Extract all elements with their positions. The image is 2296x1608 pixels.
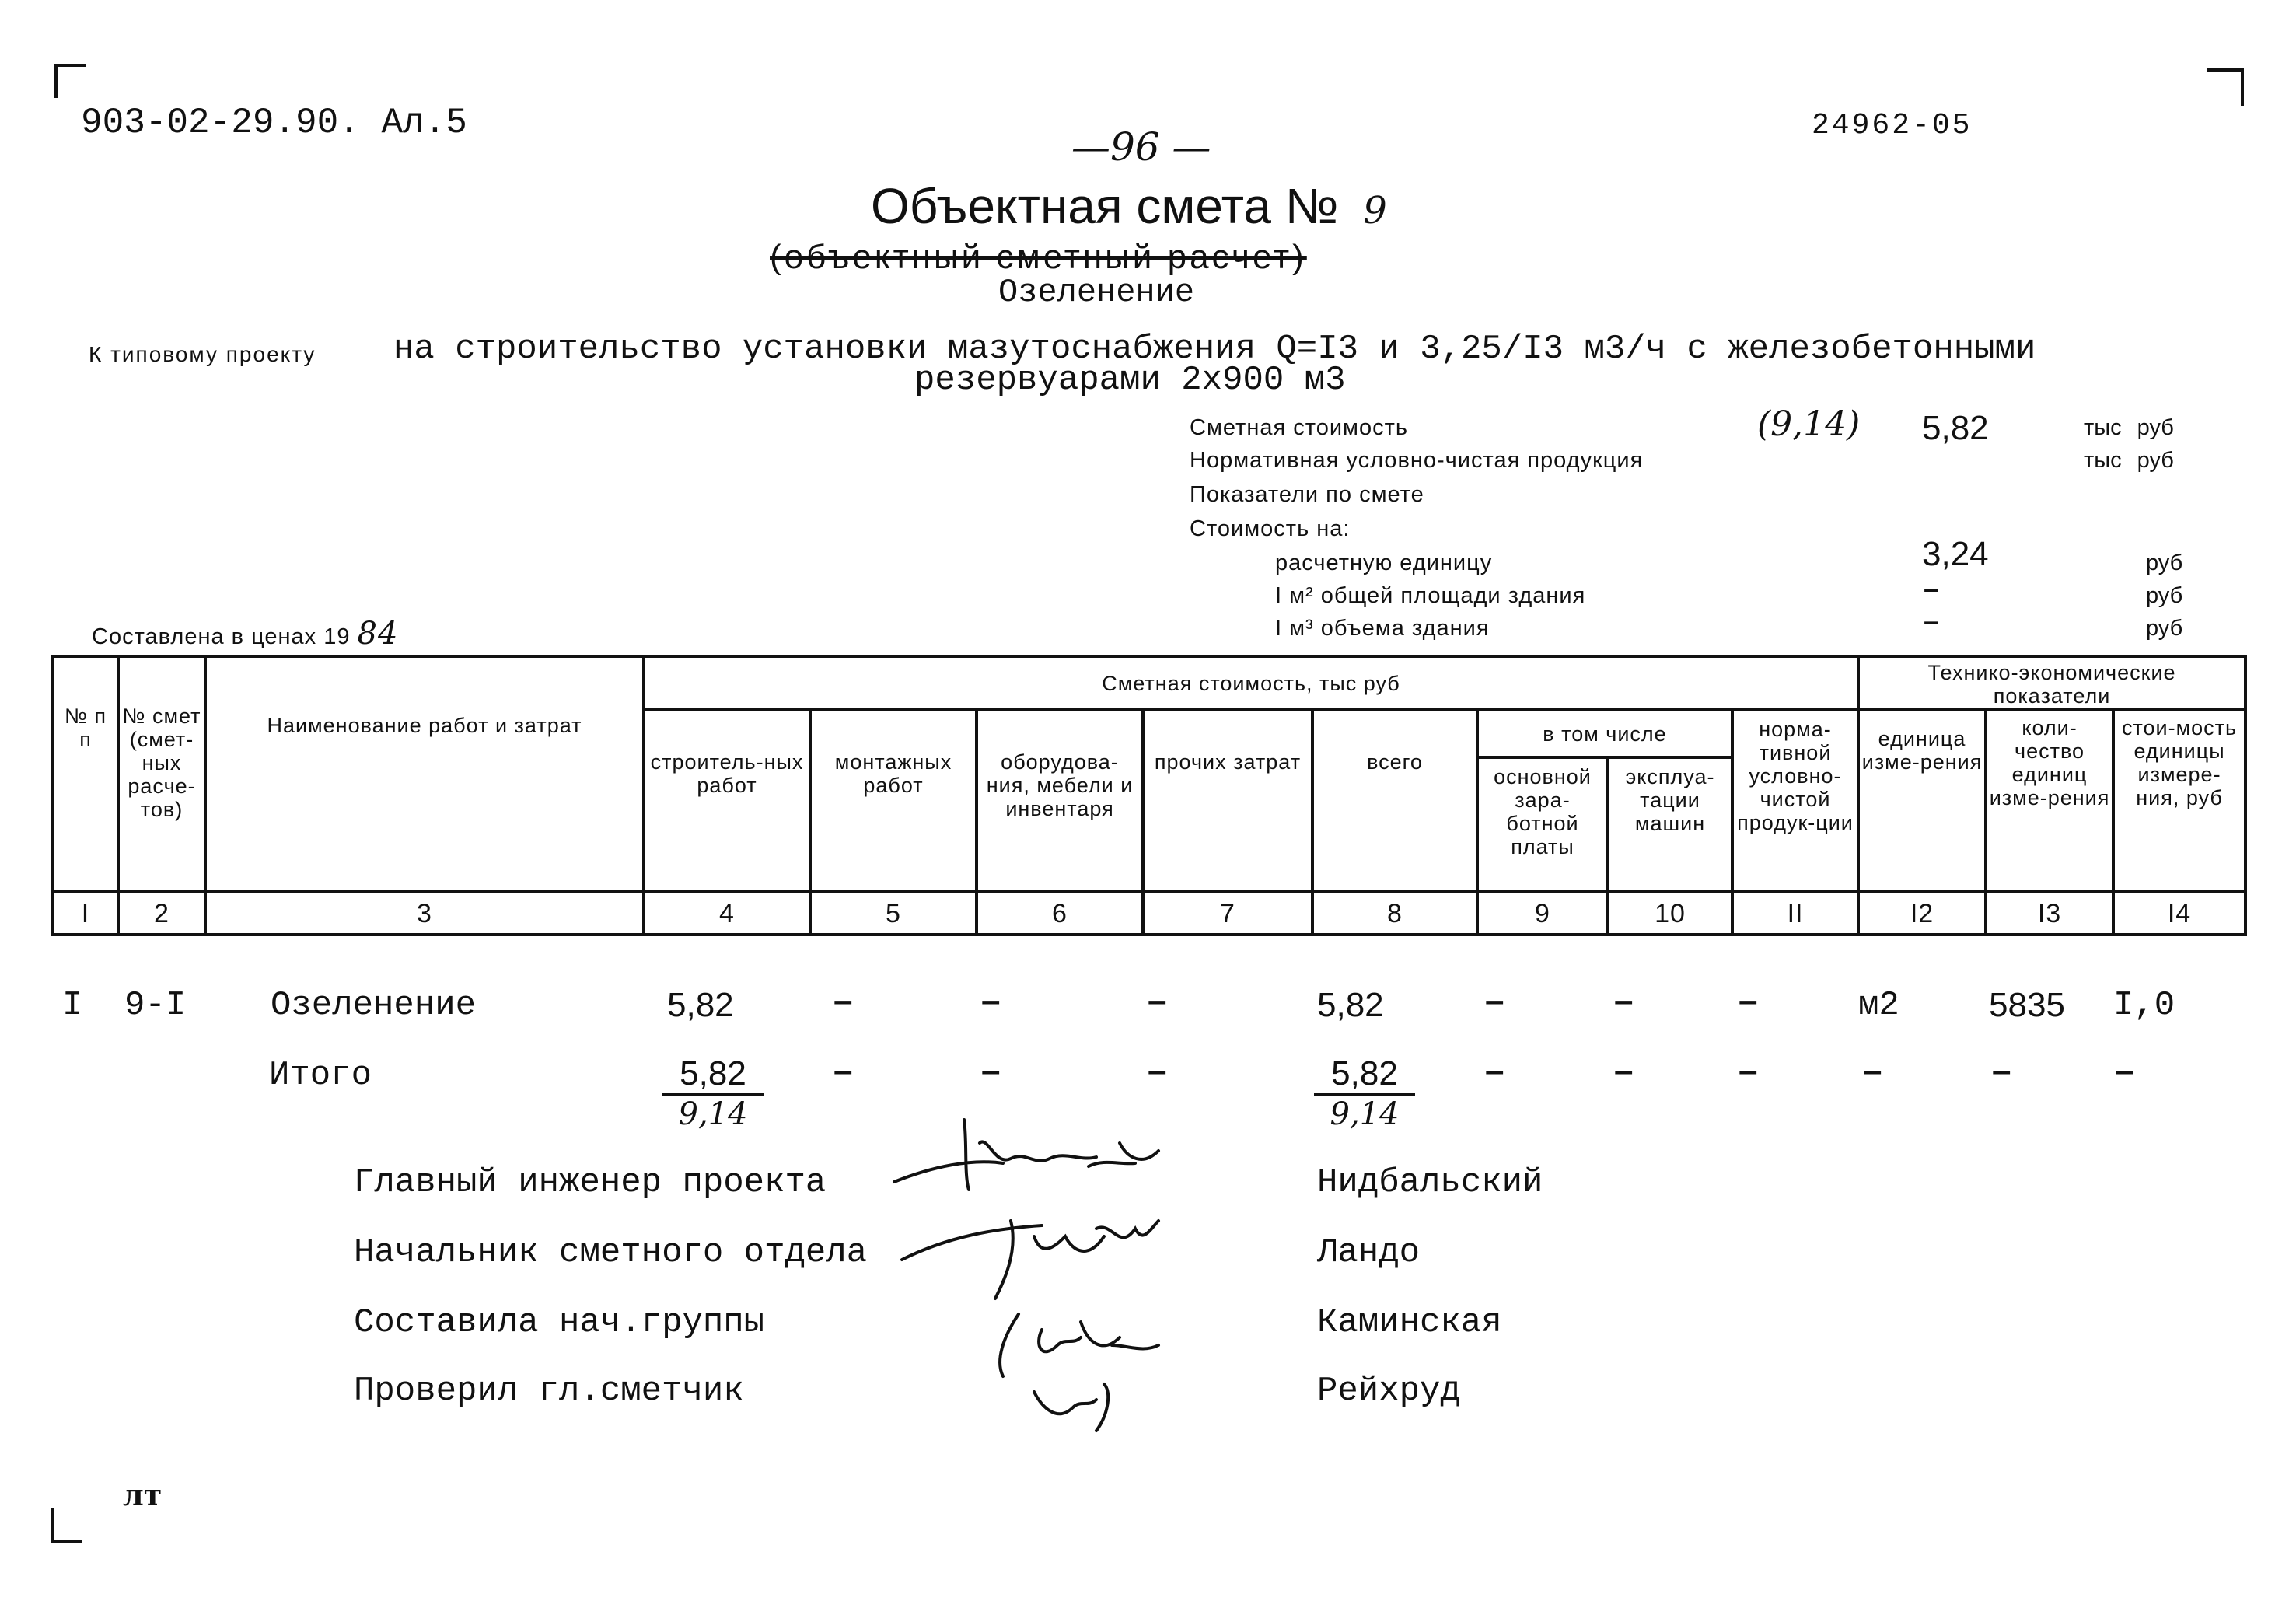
header-production: норма-тивной условно-чистой продук-ции (1732, 710, 1858, 892)
cost-handwritten: (9,14) (1757, 404, 1861, 444)
per-area-unit: руб (2146, 583, 2183, 608)
prices-label (92, 616, 398, 652)
struck-subtitle: (объектный сметный расчет) (770, 238, 1307, 276)
per-area-label: I м² общей площади здания (1275, 583, 1586, 608)
signature-4 (1034, 1384, 1108, 1431)
header-including: в том числе (1477, 710, 1732, 757)
total-wages: – (1485, 1051, 1504, 1089)
header-mounting: монтажных работ (810, 710, 977, 892)
col-number: II (1732, 892, 1858, 935)
total-construction (662, 1054, 764, 1132)
total-equipment: – (981, 1051, 1001, 1089)
project-prefix: К типовому проекту (89, 342, 316, 366)
col-number: 2 (118, 892, 205, 935)
prices-text: Составлена в ценах 19 (92, 624, 351, 649)
signature-name: Нидбальский (1317, 1163, 1543, 1202)
total-total-value: 5,82 (1314, 1054, 1415, 1096)
col-number: 8 (1312, 892, 1477, 935)
corner-mark-top-left (54, 64, 86, 98)
total-quantity: – (1992, 1051, 2011, 1089)
signature-2 (902, 1221, 1158, 1299)
signature-name: Каминская (1317, 1303, 1502, 1342)
title-text: Объектная смета № (871, 178, 1339, 234)
signature-role: Проверил гл.сметчик (354, 1372, 744, 1410)
col-number: 5 (810, 892, 977, 935)
handwritten-signatures (886, 1112, 1260, 1438)
row-equipment: – (981, 981, 1001, 1019)
col-number: 6 (977, 892, 1143, 935)
per-unit-label: расчетную единицу (1275, 551, 1493, 575)
production-unit: тыс руб (2084, 448, 2174, 473)
header-wages: основной зара-ботной платы (1477, 757, 1608, 892)
total-total (1314, 1054, 1415, 1132)
signature-name: Ландо (1317, 1233, 1421, 1272)
cost-label: Сметная стоимость (1190, 415, 1408, 440)
page-title (871, 177, 1387, 235)
signature-role: Составила нач.группы (354, 1303, 765, 1342)
col-number: 10 (1608, 892, 1732, 935)
title-number: 9 (1363, 189, 1387, 232)
col-number: I4 (2113, 892, 2245, 935)
signature-3 (1000, 1314, 1158, 1376)
footer-mark: лт (123, 1477, 163, 1512)
project-name-line1: на строительство установки мазутоснабжения Q=I3 и 3,25/I3 м3/ч с железобетонными (393, 330, 2036, 369)
row-quantity: 5835 (1989, 986, 2065, 1024)
row-production: – (1739, 981, 1758, 1019)
page-number: —96 — (1071, 124, 1211, 170)
row-unit-cost: I,0 (2113, 986, 2175, 1025)
header-equipment: оборудова-ния, мебели и инвентаря (977, 710, 1143, 892)
corner-mark-bottom-left (51, 1508, 82, 1543)
indicators-label: Показатели по смете (1190, 482, 1424, 507)
object-name: Озеленение (998, 274, 1195, 311)
header-machines: эксплуа-тации машин (1608, 757, 1732, 892)
total-total-hand: 9,14 (1330, 1096, 1400, 1132)
header-name: Наименование работ и затрат (205, 656, 644, 892)
col-number: 3 (205, 892, 644, 935)
col-number: 9 (1477, 892, 1608, 935)
col-number: 7 (1143, 892, 1312, 935)
row-other: – (1148, 981, 1167, 1019)
per-volume-unit: руб (2146, 616, 2183, 641)
total-machines: – (1614, 1051, 1634, 1089)
signature-name: Рейхруд (1317, 1372, 1461, 1410)
header-other: прочих затрат (1143, 710, 1312, 892)
header-tech-group: Технико-экономические показатели (1858, 656, 2245, 710)
header-unit-cost: стои-мость единицы измере-ния, руб (2113, 710, 2245, 892)
col-number: I (53, 892, 118, 935)
header-construction: строитель-ных работ (644, 710, 810, 892)
prices-year: 84 (357, 616, 399, 652)
signature-role: Главный инженер проекта (354, 1163, 826, 1202)
row-wages: – (1485, 981, 1504, 1019)
total-construction-hand: 9,14 (678, 1096, 748, 1132)
row-unit: м2 (1858, 986, 1899, 1025)
cost-value: 5,82 (1922, 409, 1989, 447)
row-calc-number: 9-I (124, 986, 187, 1025)
document-code: 903-02-29.90. Ал.5 (81, 103, 467, 143)
inventory-number: 24962-05 (1812, 109, 1973, 142)
header-number: № п п (53, 656, 118, 892)
estimate-table-header (51, 655, 2247, 936)
col-number: 4 (644, 892, 810, 935)
col-number: I2 (1858, 892, 1986, 935)
per-volume-value: – (1924, 605, 1940, 637)
header-quantity: коли-чество единиц изме-рения (1986, 710, 2113, 892)
total-unit-cost: – (2115, 1051, 2134, 1089)
total-mounting: – (833, 1051, 853, 1089)
row-total: 5,82 (1317, 986, 1384, 1024)
total-unit: – (1863, 1051, 1882, 1089)
per-volume-label: I м³ объема здания (1275, 616, 1490, 641)
corner-mark-top-right (2207, 68, 2244, 106)
per-unit-value: 3,24 (1922, 535, 1989, 573)
row-construction: 5,82 (667, 986, 734, 1024)
total-other: – (1148, 1051, 1167, 1089)
header-cost-group: Сметная стоимость, тыс руб (644, 656, 1858, 710)
row-number: I (62, 986, 83, 1025)
total-production: – (1739, 1051, 1758, 1089)
total-name: Итого (269, 1056, 372, 1095)
production-label: Нормативная условно-чистая продукция (1190, 448, 1644, 473)
header-unit: единица изме-рения (1858, 710, 1986, 892)
cost-unit: тыс руб (2084, 415, 2174, 440)
header-total: всего (1312, 710, 1477, 892)
total-construction-value: 5,82 (662, 1054, 764, 1096)
per-unit-unit: руб (2146, 551, 2183, 575)
row-mounting: – (833, 981, 853, 1019)
header-calc-number: № смет (смет-ных расче-тов) (118, 656, 205, 892)
signature-1 (894, 1120, 1158, 1190)
per-area-value: – (1924, 572, 1940, 604)
row-machines: – (1614, 981, 1634, 1019)
project-name-line2: резервуарами 2х900 м3 (914, 361, 1346, 400)
row-name: Озеленение (271, 986, 477, 1025)
cost-per-label: Стоимость на: (1190, 516, 1351, 541)
col-number: I3 (1986, 892, 2113, 935)
signature-role: Начальник сметного отдела (354, 1233, 868, 1272)
